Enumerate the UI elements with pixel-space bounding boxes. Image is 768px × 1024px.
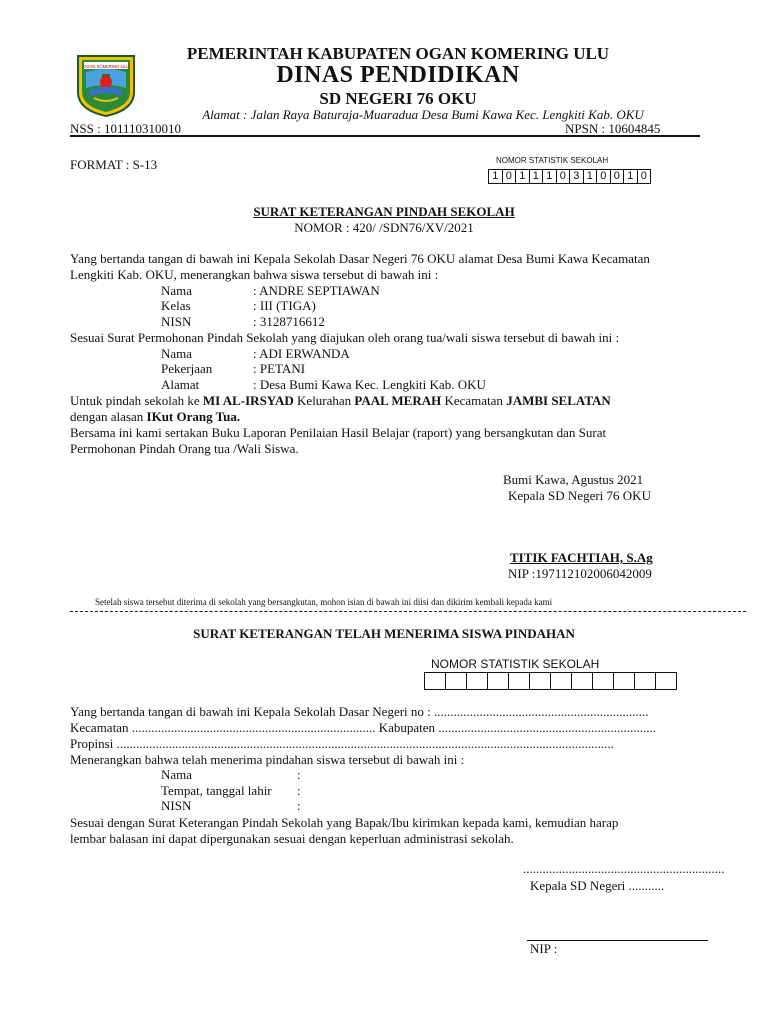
- header-government: PEMERINTAH KABUPATEN OGAN KOMERING ULU: [186, 44, 610, 63]
- header-npsn: NPSN : 10604845: [565, 121, 661, 136]
- parent-address-value: : Desa Bumi Kawa Kec. Lengkiti Kab. OKU: [253, 377, 486, 392]
- reply-nss-empty-cell[interactable]: [508, 672, 530, 690]
- reply-nss-empty-cell[interactable]: [424, 672, 446, 690]
- nss-digit-boxes: [489, 169, 651, 184]
- reply-name-colon: :: [297, 767, 301, 782]
- nss-digit-cell: 1: [542, 169, 557, 184]
- signer-title: Kepala SD Negeri 76 OKU: [508, 488, 651, 503]
- reply-signer-title: Kepala SD Negeri ...........: [530, 878, 665, 893]
- parent-address-label: Alamat: [161, 377, 200, 392]
- nss-digit-cell: 1: [529, 169, 544, 184]
- reply-nisn-label: NISN: [161, 798, 192, 813]
- paragraph-1-line-2: Lengkiti Kab. OKU, menerangkan bahwa siswa tersebut di bawah ini :: [70, 267, 439, 282]
- parent-job-label: Pekerjaan: [161, 361, 213, 376]
- nss-digit-cell: 1: [623, 169, 638, 184]
- header-divider: [70, 135, 700, 137]
- reply-nss-empty-cell[interactable]: [487, 672, 509, 690]
- reply-line-school: Yang bertanda tangan di bawah ini Kepala Sekolah Dasar Negeri no : ..................................................................: [70, 704, 649, 719]
- reply-line-propinsi: Propinsi .........................................................................................................................................................: [70, 736, 614, 751]
- reply-name-label: Nama: [161, 767, 193, 782]
- nss-box-label: NOMOR STATISTIK SEKOLAH: [496, 156, 609, 165]
- logo-text: OGAN KOMERING ULU: [83, 64, 129, 69]
- letter-title: SURAT KETERANGAN PINDAH SEKOLAH: [253, 204, 515, 219]
- reply-nss-label: NOMOR STATISTIK SEKOLAH: [431, 657, 600, 671]
- signer-nip: NIP :197112102006042009: [508, 566, 652, 581]
- reply-nss-empty-cell[interactable]: [466, 672, 488, 690]
- student-nisn-label: NISN: [161, 314, 192, 329]
- reply-nss-empty-boxes: [425, 672, 677, 690]
- student-class-label: Kelas: [161, 298, 191, 313]
- paragraph-4-line-2: Permohonan Pindah Orang tua /Wali Siswa.: [70, 441, 299, 456]
- nss-digit-cell: 1: [583, 169, 598, 184]
- p3-text-d: dengan alasan: [70, 409, 147, 424]
- signer-name: TITIK FACHTIAH, S.Ag: [510, 550, 653, 565]
- reply-nss-empty-cell[interactable]: [613, 672, 635, 690]
- p3-text-c: Kecamatan: [441, 393, 507, 408]
- nss-digit-cell: 3: [569, 169, 584, 184]
- nss-digit-cell: 0: [637, 169, 652, 184]
- nss-digit-cell: 0: [610, 169, 625, 184]
- reply-nip: NIP :: [530, 941, 558, 956]
- format-code: FORMAT : S-13: [70, 157, 158, 172]
- destination-kecamatan: JAMBI SELATAN: [506, 393, 611, 408]
- reply-nss-empty-cell[interactable]: [571, 672, 593, 690]
- reply-nss-empty-cell[interactable]: [445, 672, 467, 690]
- reply-nss-empty-cell[interactable]: [655, 672, 677, 690]
- header-address: Alamat : Jalan Raya Baturaja-Muaradua Desa Bumi Kawa Kec. Lengkiti Kab. OKU: [202, 107, 644, 122]
- nss-digit-cell: 0: [502, 169, 517, 184]
- place-date: Bumi Kawa, Agustus 2021: [503, 472, 644, 487]
- reply-birth-label: Tempat, tanggal lahir: [161, 783, 272, 798]
- transfer-reason: IKut Orang Tua.: [146, 409, 241, 424]
- reply-title: SURAT KETERANGAN TELAH MENERIMA SISWA PINDAHAN: [193, 626, 575, 641]
- letter-number: NOMOR : 420/ /SDN76/XV/2021: [294, 220, 474, 235]
- parent-job-value: : PETANI: [253, 361, 306, 376]
- header-nss: NSS : 101110310010: [70, 121, 181, 136]
- p3-text-b: Kelurahan: [293, 393, 355, 408]
- reply-nss-empty-cell[interactable]: [529, 672, 551, 690]
- reply-paragraph-line-2: lembar balasan ini dapat dipergunakan sesuai dengan keperluan administrasi sekolah.: [70, 831, 514, 846]
- nss-digit-cell: 1: [488, 169, 503, 184]
- reply-nss-empty-cell[interactable]: [592, 672, 614, 690]
- reply-paragraph-line-1: Sesuai dengan Surat Keterangan Pindah Sekolah yang Bapak/Ibu kirimkan kepada kami, kemudian harap: [70, 815, 619, 830]
- student-class-value: : III (TIGA): [253, 298, 316, 313]
- nss-digit-cell: 0: [596, 169, 611, 184]
- p3-text-a: Untuk pindah sekolah ke: [70, 393, 203, 408]
- reply-line-kecamatan: Kecamatan ........................................................................... Kabupaten ...................................................................: [70, 720, 657, 735]
- student-nisn-value: : 3128716612: [253, 314, 325, 329]
- student-name-label: Nama: [161, 283, 193, 298]
- reply-nisn-colon: :: [297, 798, 301, 813]
- cut-line: [70, 611, 746, 612]
- paragraph-2: Sesuai Surat Permohonan Pindah Sekolah yang diajukan oleh orang tua/wali siswa tersebut di bawah ini :: [70, 330, 620, 345]
- header-school: SD NEGERI 76 OKU: [319, 89, 477, 108]
- paragraph-1-line-1: Yang bertanda tangan di bawah ini Kepala Sekolah Dasar Negeri 76 OKU alamat Desa Bumi Kawa Kecamatan: [70, 251, 650, 266]
- parent-name-label: Nama: [161, 346, 193, 361]
- reply-nss-empty-cell[interactable]: [634, 672, 656, 690]
- nss-digit-cell: 0: [556, 169, 571, 184]
- nss-digit-cell: 1: [515, 169, 530, 184]
- destination-kelurahan: PAAL MERAH: [354, 393, 442, 408]
- paragraph-3-line-2: [70, 409, 240, 425]
- paragraph-4-line-1: Bersama ini kami sertakan Buku Laporan Penilaian Hasil Belajar (raport) yang bersangkutan dan Surat: [70, 425, 607, 440]
- reply-line-statement: Menerangkan bahwa telah menerima pindahan siswa tersebut di bawah ini :: [70, 752, 465, 767]
- reply-sign-dots: ..............................................................: [523, 861, 725, 876]
- header-agency: DINAS PENDIDIKAN: [276, 62, 520, 88]
- reply-nss-empty-cell[interactable]: [550, 672, 572, 690]
- reply-birth-colon: :: [297, 783, 301, 798]
- parent-name-value: : ADI ERWANDA: [253, 346, 350, 361]
- destination-school: MI AL-IRSYAD: [202, 393, 294, 408]
- cut-instruction-note: Setelah siswa tersebut diterima di sekolah yang bersangkutan, mohon isian di bawah ini diisi dan dikirim kembali kepada kami: [95, 597, 553, 607]
- student-name-value: : ANDRE SEPTIAWAN: [253, 283, 380, 298]
- paragraph-3-line-1: [70, 393, 611, 409]
